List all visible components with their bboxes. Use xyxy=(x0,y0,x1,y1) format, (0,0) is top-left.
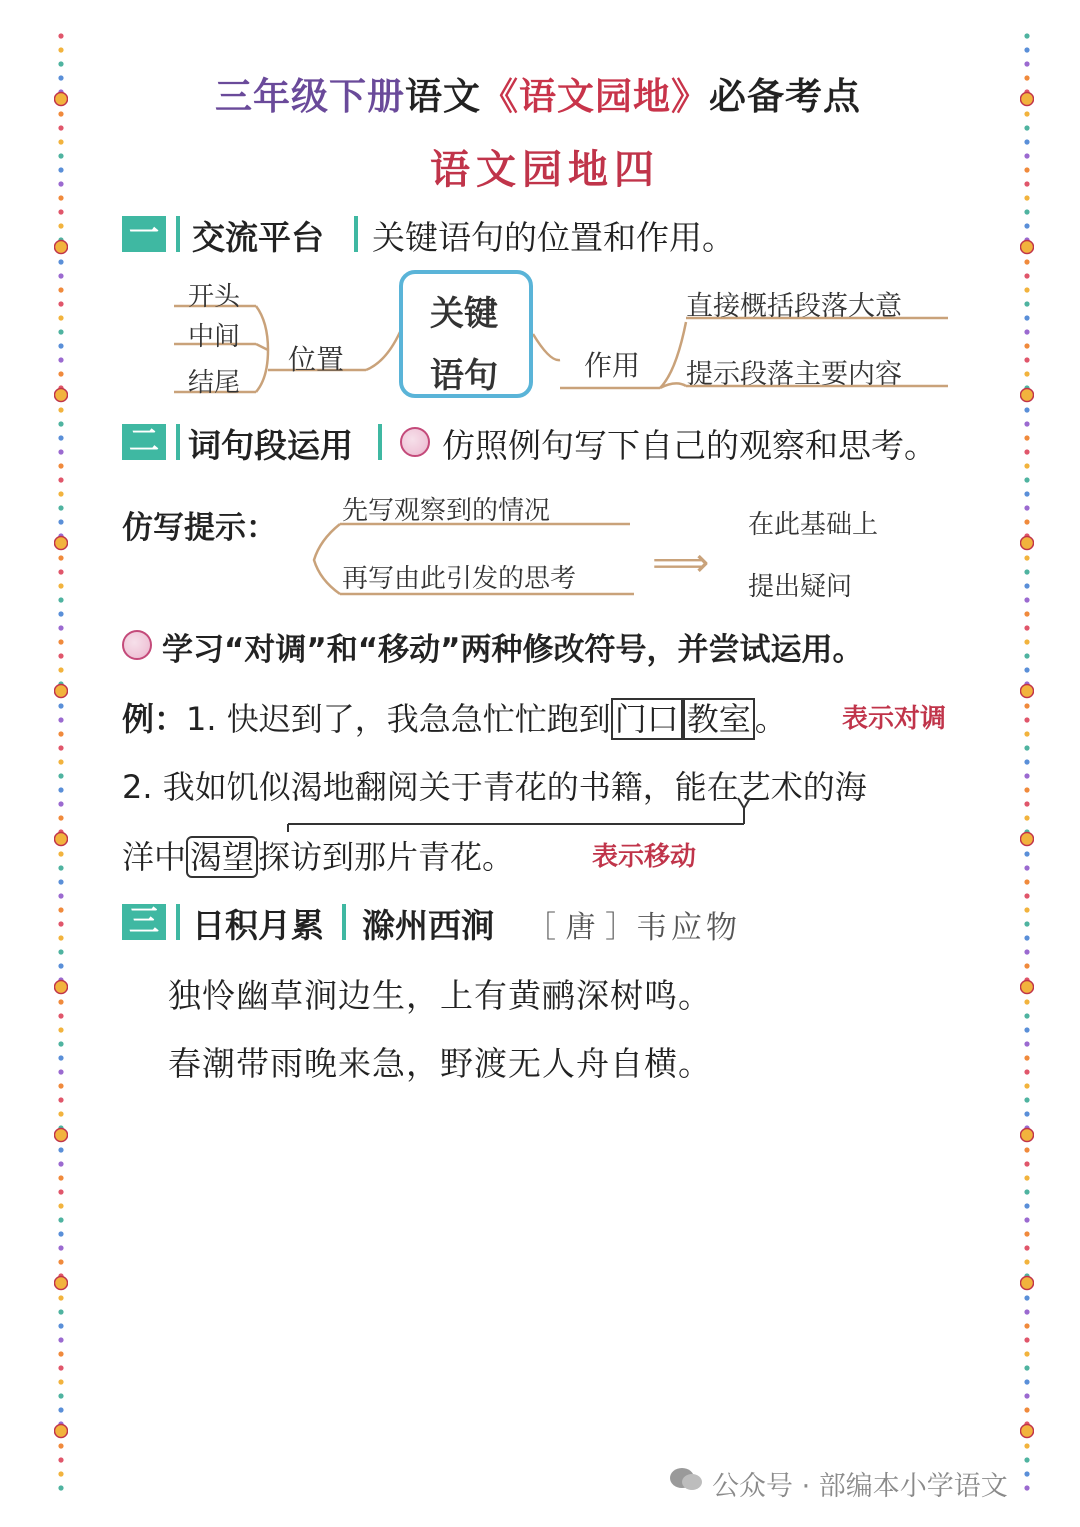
right-dotted-border xyxy=(1020,30,1034,1500)
globe-icon xyxy=(122,630,152,660)
border-dot xyxy=(58,195,63,200)
flower-icon xyxy=(1021,685,1034,698)
border-dot xyxy=(58,731,63,736)
mindmap-left-item: 中间 xyxy=(188,322,241,352)
border-dot xyxy=(58,477,63,482)
example-2-suffix: 探访到那片青花。 xyxy=(258,838,515,876)
hint-line: 再写由此引发的思考 xyxy=(342,564,577,594)
flower-icon xyxy=(1021,241,1034,254)
hint-result: 提出疑问 xyxy=(748,572,853,602)
border-dot xyxy=(58,1055,63,1060)
example-2-line1: 2. 我如饥似渴地翻阅关于青花的书籍，能在艺术的海 xyxy=(122,768,867,806)
section2-text: 仿照例句写下自己的观察和思考。 xyxy=(442,426,937,465)
border-dot xyxy=(1024,1457,1029,1462)
mindmap-center-line2: 语句 xyxy=(430,356,498,396)
border-dot xyxy=(58,407,63,412)
border-dot xyxy=(58,259,63,264)
border-dot xyxy=(1024,731,1029,736)
border-dot xyxy=(58,1231,63,1236)
border-dot xyxy=(1024,449,1029,454)
border-dot xyxy=(58,505,63,510)
border-dot xyxy=(1024,1055,1029,1060)
poem-line: 春潮带雨晚来急，野渡无人舟自横。 xyxy=(168,1044,712,1083)
border-dot xyxy=(58,209,63,214)
poem-line: 独怜幽草涧边生，上有黄鹂深树鸣。 xyxy=(168,976,712,1015)
poem-dynasty: ［ 唐 ］ xyxy=(526,910,636,945)
border-dot xyxy=(58,745,63,750)
border-dot xyxy=(1024,75,1029,80)
border-dot xyxy=(1024,111,1029,116)
example-2-line2 xyxy=(122,832,514,878)
move-mark xyxy=(240,796,760,836)
section2-text2: 学习“对调”和“移动”两种修改符号，并尝试运用。 xyxy=(162,632,864,668)
border-dot xyxy=(1024,1083,1029,1088)
border-dot xyxy=(1024,773,1029,778)
border-dot xyxy=(58,1147,63,1152)
border-dot xyxy=(58,949,63,954)
border-dot xyxy=(1024,907,1029,912)
border-dot xyxy=(58,301,63,306)
border-dot xyxy=(1024,421,1029,426)
border-dot xyxy=(58,223,63,228)
border-dot xyxy=(1024,865,1029,870)
flower-icon xyxy=(55,389,68,402)
border-dot xyxy=(1024,125,1029,130)
flower-icon xyxy=(55,537,68,550)
border-dot xyxy=(58,815,63,820)
poem-title: 滁州西涧 xyxy=(362,906,494,945)
example-2-prefix: 洋中 xyxy=(122,838,187,876)
border-dot xyxy=(58,773,63,778)
title-suffix: 必备考点 xyxy=(709,75,861,118)
border-dot xyxy=(58,1393,63,1398)
border-dot xyxy=(1024,301,1029,306)
border-dot xyxy=(1024,223,1029,228)
title-subject: 语文 xyxy=(405,75,481,118)
border-dot xyxy=(1024,47,1029,52)
border-dot xyxy=(1024,787,1029,792)
example-1-prefix: 1. 快迟到了，我急急忙忙跑到 xyxy=(186,700,611,738)
border-dot xyxy=(58,1337,63,1342)
border-dot xyxy=(58,47,63,52)
border-dot xyxy=(58,1013,63,1018)
border-dot xyxy=(58,1203,63,1208)
example-1 xyxy=(122,694,787,740)
border-dot xyxy=(58,865,63,870)
border-dot xyxy=(58,33,63,38)
border-dot xyxy=(1024,893,1029,898)
border-dot xyxy=(1024,1161,1029,1166)
border-dot xyxy=(58,1189,63,1194)
border-dot xyxy=(1024,329,1029,334)
border-dot xyxy=(58,421,63,426)
footer-source: 公众号 · 部编本小学语文 xyxy=(712,1471,1008,1502)
border-dot xyxy=(1024,1309,1029,1314)
border-dot xyxy=(1024,935,1029,940)
border-dot xyxy=(58,357,63,362)
border-dot xyxy=(1024,745,1029,750)
border-dot xyxy=(1024,653,1029,658)
mindmap-position-label: 位置 xyxy=(288,343,345,376)
flower-icon xyxy=(1021,1129,1034,1142)
hint-label: 仿写提示： xyxy=(122,510,277,546)
border-dot xyxy=(1024,1175,1029,1180)
border-dot xyxy=(1024,1097,1029,1102)
border-dot xyxy=(58,879,63,884)
border-dot xyxy=(58,597,63,602)
border-dot xyxy=(58,555,63,560)
border-dot xyxy=(1024,1323,1029,1328)
border-dot xyxy=(1024,33,1029,38)
border-dot xyxy=(58,287,63,292)
border-dot xyxy=(1024,519,1029,524)
section2-label: 词句段运用 xyxy=(188,426,353,465)
border-dot xyxy=(58,125,63,130)
border-dot xyxy=(1024,491,1029,496)
border-dot xyxy=(58,999,63,1004)
border-dot xyxy=(58,1471,63,1476)
section3-bar xyxy=(176,904,180,940)
border-dot xyxy=(1024,1379,1029,1384)
border-dot xyxy=(58,1217,63,1222)
section3-label: 日积月累 xyxy=(192,906,324,945)
border-dot xyxy=(1024,195,1029,200)
border-dot xyxy=(58,667,63,672)
border-dot xyxy=(1024,407,1029,412)
section1-label: 交流平台 xyxy=(192,218,324,257)
flower-icon xyxy=(1021,537,1034,550)
border-dot xyxy=(1024,583,1029,588)
border-dot xyxy=(1024,167,1029,172)
border-dot xyxy=(58,1457,63,1462)
border-dot xyxy=(1024,625,1029,630)
border-dot xyxy=(1024,1407,1029,1412)
move-note: 表示移动 xyxy=(592,842,697,872)
border-dot xyxy=(58,1351,63,1356)
border-dot xyxy=(1024,569,1029,574)
border-dot xyxy=(58,801,63,806)
border-dot xyxy=(58,463,63,468)
globe-icon xyxy=(400,427,430,457)
flower-icon xyxy=(55,1129,68,1142)
border-dot xyxy=(58,611,63,616)
mindmap-right-item: 直接概括段落大意 xyxy=(686,291,902,322)
border-dot xyxy=(1024,597,1029,602)
swap-note: 表示对调 xyxy=(842,704,947,734)
swap-box-2: 教室 xyxy=(683,698,755,740)
border-dot xyxy=(1024,1027,1029,1032)
mindmap-center-line1: 关键 xyxy=(430,294,498,334)
section1-divider xyxy=(354,216,358,252)
border-dot xyxy=(58,653,63,658)
border-dot xyxy=(1024,801,1029,806)
border-dot xyxy=(1024,1351,1029,1356)
border-dot xyxy=(1024,505,1029,510)
border-dot xyxy=(58,583,63,588)
border-dot xyxy=(58,75,63,80)
border-dot xyxy=(58,1175,63,1180)
flower-icon xyxy=(55,241,68,254)
move-box: 渴望 xyxy=(186,836,258,878)
border-dot xyxy=(1024,1217,1029,1222)
title-grade: 三年级下册 xyxy=(215,75,405,118)
border-dot xyxy=(58,371,63,376)
swap-box-1: 门口 xyxy=(611,698,683,740)
border-dot xyxy=(1024,949,1029,954)
border-dot xyxy=(58,1097,63,1102)
border-dot xyxy=(1024,1111,1029,1116)
border-dot xyxy=(1024,61,1029,66)
border-dot xyxy=(58,1379,63,1384)
border-dot xyxy=(58,759,63,764)
border-dot xyxy=(1024,1393,1029,1398)
border-dot xyxy=(1024,667,1029,672)
section1-number: 一 xyxy=(122,216,166,252)
border-dot xyxy=(1024,1013,1029,1018)
border-dot xyxy=(58,61,63,66)
border-dot xyxy=(58,449,63,454)
flower-icon xyxy=(55,833,68,846)
border-dot xyxy=(1024,181,1029,186)
section1-text: 关键语句的位置和作用。 xyxy=(372,218,735,257)
border-dot xyxy=(1024,209,1029,214)
border-dot xyxy=(58,1259,63,1264)
border-dot xyxy=(58,139,63,144)
border-dot xyxy=(58,273,63,278)
border-dot xyxy=(58,1245,63,1250)
border-dot xyxy=(58,1309,63,1314)
border-dot xyxy=(1024,921,1029,926)
border-dot xyxy=(1024,287,1029,292)
border-dot xyxy=(1024,851,1029,856)
border-dot xyxy=(1024,1337,1029,1342)
border-dot xyxy=(58,907,63,912)
hint-result: 在此基础上 xyxy=(748,510,879,540)
border-dot xyxy=(1024,153,1029,158)
border-dot xyxy=(1024,815,1029,820)
page-subtitle: 语文园地四 xyxy=(430,146,660,193)
border-dot xyxy=(1024,639,1029,644)
section3-divider xyxy=(342,904,346,940)
border-dot xyxy=(1024,1041,1029,1046)
border-dot xyxy=(1024,1231,1029,1236)
border-dot xyxy=(58,1407,63,1412)
hint-line: 先写观察到的情况 xyxy=(342,496,551,526)
border-dot xyxy=(1024,1069,1029,1074)
border-dot xyxy=(1024,555,1029,560)
border-dot xyxy=(1024,1443,1029,1448)
border-dot xyxy=(58,1485,63,1490)
border-dot xyxy=(58,1083,63,1088)
border-dot xyxy=(58,963,63,968)
mindmap-function-label: 作用 xyxy=(584,349,641,382)
border-dot xyxy=(1024,463,1029,468)
mindmap-left-item: 开头 xyxy=(188,282,241,312)
border-dot xyxy=(58,435,63,440)
border-dot xyxy=(1024,371,1029,376)
border-dot xyxy=(58,1295,63,1300)
border-dot xyxy=(58,569,63,574)
flower-icon xyxy=(1021,93,1034,106)
border-dot xyxy=(58,787,63,792)
border-dot xyxy=(1024,759,1029,764)
border-dot xyxy=(58,491,63,496)
border-dot xyxy=(1024,999,1029,1004)
border-dot xyxy=(58,111,63,116)
page-title xyxy=(215,66,861,120)
border-dot xyxy=(58,1443,63,1448)
border-dot xyxy=(58,625,63,630)
flower-icon xyxy=(55,1425,68,1438)
border-dot xyxy=(1024,1245,1029,1250)
border-dot xyxy=(1024,1259,1029,1264)
border-dot xyxy=(1024,477,1029,482)
flower-icon xyxy=(1021,981,1034,994)
border-dot xyxy=(58,1365,63,1370)
border-dot xyxy=(58,1323,63,1328)
border-dot xyxy=(1024,435,1029,440)
border-dot xyxy=(58,1161,63,1166)
flower-icon xyxy=(1021,1425,1034,1438)
border-dot xyxy=(58,1111,63,1116)
border-dot xyxy=(1024,717,1029,722)
mindmap-right-item: 提示段落主要内容 xyxy=(686,359,902,390)
border-dot xyxy=(1024,703,1029,708)
border-dot xyxy=(1024,1203,1029,1208)
border-dot xyxy=(1024,611,1029,616)
border-dot xyxy=(58,329,63,334)
border-dot xyxy=(1024,1485,1029,1490)
section2-divider xyxy=(378,424,382,460)
example-1-suffix: 。 xyxy=(754,700,787,738)
double-arrow-icon: ⟹ xyxy=(652,540,710,586)
border-dot xyxy=(1024,259,1029,264)
border-dot xyxy=(58,153,63,158)
border-dot xyxy=(1024,1147,1029,1152)
border-dot xyxy=(1024,139,1029,144)
border-dot xyxy=(58,851,63,856)
border-dot xyxy=(58,181,63,186)
border-dot xyxy=(58,1041,63,1046)
border-dot xyxy=(1024,1365,1029,1370)
section3-number: 三 xyxy=(122,904,166,940)
border-dot xyxy=(1024,357,1029,362)
border-dot xyxy=(1024,963,1029,968)
border-dot xyxy=(58,703,63,708)
border-dot xyxy=(58,343,63,348)
border-dot xyxy=(1024,879,1029,884)
left-dotted-border xyxy=(54,30,68,1500)
flower-icon xyxy=(1021,1277,1034,1290)
border-dot xyxy=(1024,1189,1029,1194)
section2-bar xyxy=(176,424,180,460)
flower-icon xyxy=(55,93,68,106)
border-dot xyxy=(58,717,63,722)
example-label: 例： xyxy=(122,700,187,738)
border-dot xyxy=(58,639,63,644)
border-dot xyxy=(58,921,63,926)
mindmap-left-item: 结尾 xyxy=(188,368,241,398)
section1-bar xyxy=(176,216,180,252)
flower-icon xyxy=(55,685,68,698)
flower-icon xyxy=(55,981,68,994)
border-dot xyxy=(58,315,63,320)
border-dot xyxy=(1024,315,1029,320)
flower-icon xyxy=(1021,833,1034,846)
border-dot xyxy=(58,519,63,524)
border-dot xyxy=(1024,343,1029,348)
border-dot xyxy=(58,167,63,172)
poem-author: 韦应物 xyxy=(636,910,741,946)
flower-icon xyxy=(55,1277,68,1290)
border-dot xyxy=(58,1069,63,1074)
border-dot xyxy=(58,893,63,898)
section2-number: 二 xyxy=(122,424,166,460)
border-dot xyxy=(1024,1471,1029,1476)
border-dot xyxy=(58,935,63,940)
border-dot xyxy=(1024,1295,1029,1300)
flower-icon xyxy=(1021,389,1034,402)
border-dot xyxy=(58,1027,63,1032)
wechat-icon xyxy=(668,1466,704,1492)
border-dot xyxy=(1024,273,1029,278)
title-book: 《语文园地》 xyxy=(481,75,709,118)
